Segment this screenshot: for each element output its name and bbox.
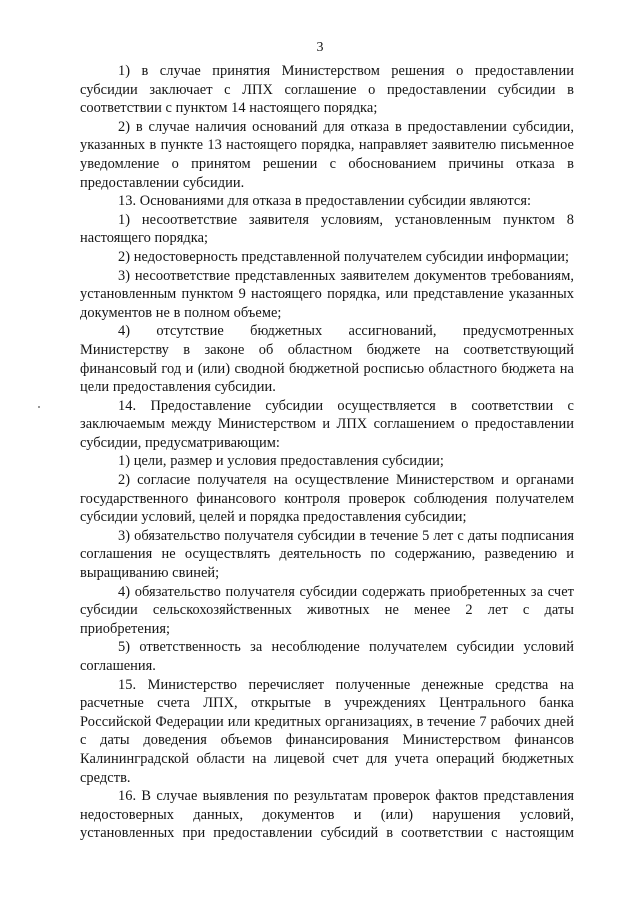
paragraph-14-5: 5) ответственность за несоблюдение получателем субсидии условий соглашения.	[80, 639, 574, 674]
paragraph-13-3: 3) несоответствие представленных заявителем документов требованиям, установленным пунктом 9 настоящего порядка, или представление указанных документов не в полном объеме;	[80, 267, 574, 321]
paragraph-13: 13. Основаниями для отказа в предоставлении субсидии являются:	[118, 193, 532, 210]
paragraph-16: 16. В случае выявления по результатам проверок фактов представления недостоверных данных, документов и (или) нарушения условий, установленных при предоставлении субсидий в соответствии с настоящим	[80, 788, 574, 842]
scan-speck	[38, 406, 40, 408]
paragraph-13-2: 2) недостоверность представленной получателем субсидии информации;	[118, 248, 570, 265]
page-number: 3	[316, 40, 324, 55]
paragraph-14-3: 3) обязательство получателя субсидии в течение 5 лет с даты подписания соглашения не осуществлять деятельность по содержанию, разведению и выращиванию свиней;	[80, 527, 574, 582]
paragraph-13-4: 4) отсутствие бюджетных ассигнований, предусмотренных Министерству в законе об областном бюджете на соответствующий финансовый год и (или) сводной бюджетной росписью областного бюджета на цели предоставления субсидии.	[80, 323, 574, 396]
document-body	[80, 62, 574, 843]
paragraph-14-1: 1) цели, размер и условия предоставления субсидии;	[118, 453, 444, 470]
paragraph-13-1: 1) несоответствие заявителя условиям, установленным пунктом 8 настоящего порядка;	[80, 211, 574, 247]
paragraph-12-2: 2) в случае наличия оснований для отказа в предоставлении субсидии, указанных в пункте 13 настоящего порядка, направляет заявителю письменное уведомление о принятом решении с обоснованием причины отказа в предоставлении субсидии.	[80, 118, 574, 191]
paragraph-14-4: 4) обязательство получателя субсидии содержать приобретенных за счет субсидии сельскохозяйственных животных не менее 2 лет с даты приобретения;	[80, 583, 574, 637]
paragraph-14-2: 2) согласие получателя на осуществление Министерством и органами государственного финансового контроля проверок соблюдения получателем субсидии условий, целей и порядка предоставления субсидии;	[80, 472, 574, 526]
paragraph-12-1: 1) в случае принятия Министерством решения о предоставлении субсидии заключает с ЛПХ соглашение о предоставлении субсидии в соответствии с пунктом 14 настоящего порядка;	[80, 63, 574, 117]
paragraph-14: 14. Предоставление субсидии осуществляется в соответствии с заключаемым между Министерством и ЛПХ соглашением о предоставлении субсидии, предусматривающим:	[80, 397, 574, 451]
paragraph-15: 15. Министерство перечисляет полученные денежные средства на расчетные счета ЛПХ, открытые в учреждениях Центрального банка Российской Федерации или кредитных организациях, в течение 7 рабочих дней с даты доведения объемов финансирования Министерством финансов Калининградской области на лицевой счет для учета операций бюджетных средств.	[80, 676, 574, 786]
